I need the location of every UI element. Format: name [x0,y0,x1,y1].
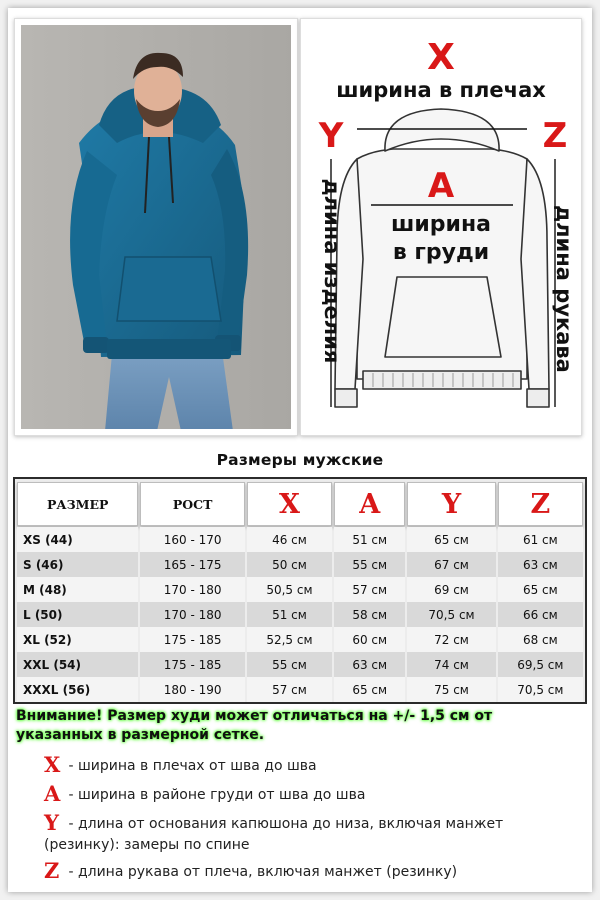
height-cell: 170 - 180 [140,577,244,602]
header-size: РАЗМЕР [17,482,138,526]
legend-letter: Y [44,810,59,835]
x-cell: 50,5 см [247,577,332,602]
header-a: A [334,482,405,526]
x-cell: 50 см [247,552,332,577]
size-cell: XXL (54) [17,652,138,677]
measurement-legend [44,754,564,883]
table-header-row [17,479,583,527]
legend-item-x [44,754,564,777]
header-x: X [247,482,332,526]
chart-title: Размеры мужские [216,451,384,469]
legend-text: - ширина в плечах от шва до шва [68,758,317,774]
size-warning-note: Внимание! Размер худи может отличаться на +/- 1,5 см от указанных в размерной сетке. [16,708,493,743]
size-cell: S (46) [17,552,138,577]
y-letter: Y [318,116,344,156]
height-cell: 160 - 170 [140,527,244,552]
legend-item-z [44,860,564,883]
y-cell: 69 см [407,577,495,602]
table-row [17,627,583,652]
z-letter: Z [542,116,568,156]
size-cell: L (50) [17,602,138,627]
y-cell: 65 см [407,527,495,552]
height-cell: 175 - 185 [140,627,244,652]
z-cell: 63 см [498,552,583,577]
a-cell: 65 см [334,677,405,702]
model-photo-frame [14,18,298,436]
legend-item-y [44,812,564,856]
x-cell: 55 см [247,652,332,677]
sleeve-label: длина рукава [552,205,576,373]
y-cell: 72 см [407,627,495,652]
length-label: длина изделия [320,178,344,364]
a-cell: 55 см [334,552,405,577]
table-row [17,602,583,627]
header-height: РОСТ [140,482,244,526]
size-table [13,477,587,704]
y-cell: 74 см [407,652,495,677]
a-cell: 58 см [334,602,405,627]
x-cell: 51 см [247,602,332,627]
y-cell: 67 см [407,552,495,577]
a-cell: 51 см [334,527,405,552]
z-cell: 61 см [498,527,583,552]
legend-letter: Z [44,858,60,883]
chest-label-line1: ширина [391,212,491,237]
hoodie-sketch [301,19,581,435]
size-cell: XL (52) [17,627,138,652]
y-cell: 75 см [407,677,495,702]
table-row [17,527,583,552]
a-cell: 63 см [334,652,405,677]
z-cell: 65 см [498,577,583,602]
z-cell: 66 см [498,602,583,627]
legend-text: - длина от основания капюшона до низа, включая манжет (резинку): замеры по спине [44,816,504,853]
table-row [17,552,583,577]
a-letter: A [427,166,455,206]
legend-letter: A [44,781,61,806]
a-cell: 57 см [334,577,405,602]
a-cell: 60 см [334,627,405,652]
legend-text: - ширина в районе груди от шва до шва [68,787,366,803]
model-illustration [21,25,291,429]
model-photo [21,25,291,429]
table-row [17,652,583,677]
size-cell: XS (44) [17,527,138,552]
size-cell: M (48) [17,577,138,602]
x-letter: X [427,37,455,78]
x-cell: 52,5 см [247,627,332,652]
z-cell: 70,5 см [498,677,583,702]
y-cell: 70,5 см [407,602,495,627]
z-cell: 69,5 см [498,652,583,677]
x-cell: 46 см [247,527,332,552]
legend-item-a [44,783,564,806]
measurement-diagram [300,18,582,436]
shoulder-label: ширина в плечах [336,78,546,102]
height-cell: 180 - 190 [140,677,244,702]
x-cell: 57 см [247,677,332,702]
height-cell: 175 - 185 [140,652,244,677]
legend-text: - длина рукава от плеча, включая манжет (резинку) [68,864,458,880]
chest-label-line2: в груди [392,240,490,265]
legend-letter: X [44,752,61,777]
size-cell: XXXL (56) [17,677,138,702]
table-row [17,677,583,702]
height-cell: 165 - 175 [140,552,244,577]
height-cell: 170 - 180 [140,602,244,627]
header-z: Z [498,482,583,526]
header-y: Y [407,482,495,526]
z-cell: 68 см [498,627,583,652]
table-row [17,577,583,602]
